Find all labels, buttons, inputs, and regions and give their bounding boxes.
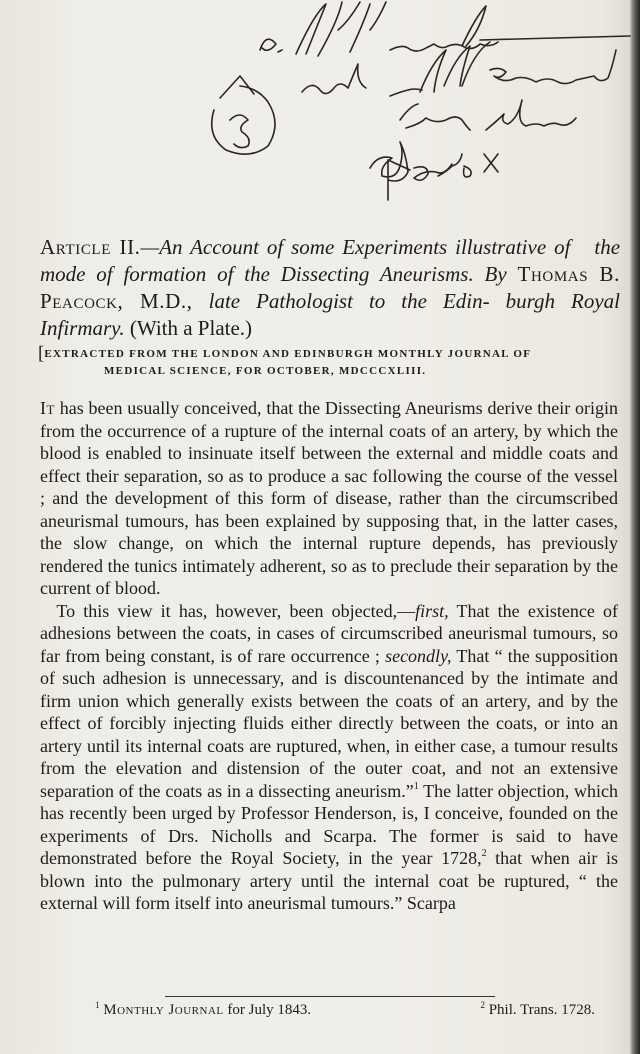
author-name: Thomas B. Peacock, M.D., <box>40 262 621 313</box>
author-affiliation-part2: burgh Royal Infirmary. <box>40 289 621 340</box>
paragraph-2-first: first, <box>415 600 449 621</box>
footnotes <box>95 1001 595 1019</box>
article-title-part1: —An Account of some Experiments illustrative of <box>140 235 571 259</box>
paragraph-2-secondly: secondly, <box>385 645 452 666</box>
paragraph-2-e: that when air is blown into the pulmonary artery until the internal coat be ruptured, “ the external will form itself into aneurismal tumours.” Scarpa <box>40 848 618 913</box>
paragraph-1-text: has been usually conceived, that the Dissecting Aneurisms derive their origin from the occurrence of a rupture of the internal coats of an artery, by which the blood is enabled to insinuate itself between the external and middle coats and effect their separation, so as to produce a sac following the course of the vessel ; and the development of this form of disease, rather than the circumscribed aneurismal tumours, has been explained by supposing that, in the latter cases, the slow change, on which the internal rupture depends, has previously rendered the tunics intimately adherent, so as to preclude their separation by the current of blood. <box>40 398 618 598</box>
footnote-2 <box>480 1001 595 1019</box>
article-label: Article II. <box>40 235 141 259</box>
handwritten-inscription <box>200 0 640 210</box>
footnote-ref-2[interactable]: 2 <box>481 848 487 859</box>
footnote-2-text: Phil. Trans. 1728. <box>484 1002 595 1018</box>
footnote-1 <box>95 1001 311 1019</box>
plate-note: (With a Plate.) <box>129 316 253 340</box>
extract-note <box>38 345 622 380</box>
footnote-1-mark: 1 <box>95 1000 100 1010</box>
author-affiliation-part1: late Pathologist to the Edin- <box>208 289 490 313</box>
paragraph-2-d: The latter objection, which has recently been urged by Professor Henderson, is, I conceive, founded on the experiments of Drs. Nicholls and Scarpa. The former is said to have demonstrated before the Royal Society, in the year 1728, <box>40 780 618 868</box>
footnote-1-source: Monthly Journal <box>103 1002 224 1018</box>
paragraph-2-c: That “ the supposition of such adhesion is unnecessary, and is discountenanced by the intimate and firm union which generally exists between the coats of an artery, and by the effect of forcibly injecting fluids either directly between the coats, or into an artery until its internal coats are ruptured, when, in either case, a tumour results from the elevation and distension of the outer coat, and not an extensive separation of the coats as in a dissecting aneurism.” <box>40 645 618 801</box>
paragraph-2-a: To this view it has, however, been objected,— <box>56 600 416 621</box>
extract-note-line2: MEDICAL SCIENCE, FOR OCTOBER, MDCCCXLIII. <box>104 365 427 377</box>
paragraph-1 <box>40 397 618 600</box>
paragraph-2 <box>40 600 618 915</box>
open-bracket: [ <box>38 343 45 364</box>
footnote-ref-1[interactable]: 1 <box>413 780 419 792</box>
paragraph-1-opening-word: It <box>40 398 55 418</box>
footnote-divider <box>165 996 495 997</box>
article-heading <box>40 234 620 342</box>
footnote-1-rest: for July 1843. <box>223 1002 312 1018</box>
paragraph-2-b: That the existence of adhesions between the coats, in cases of circumscribed aneurismal tumours, so far from being constant, is of rare occurrence ; <box>40 600 618 666</box>
footnote-2-mark: 2 <box>480 1000 485 1010</box>
extract-note-line1: EXTRACTED FROM THE LONDON AND EDINBURGH MONTHLY JOURNAL OF <box>44 348 532 360</box>
article-title-part2: the mode of formation of the Dissecting Aneurisms. By <box>40 235 621 286</box>
article-body <box>40 397 618 915</box>
